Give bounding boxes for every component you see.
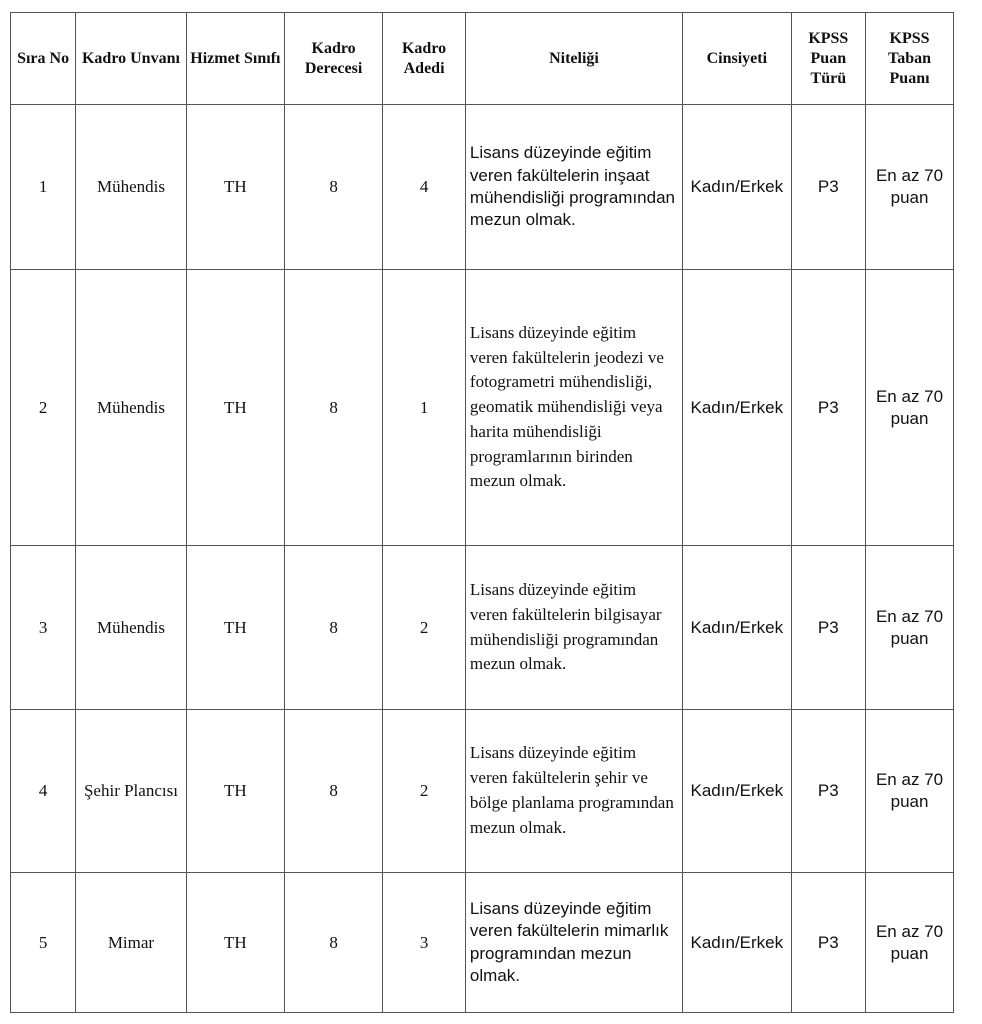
cell-cinsiyet: Kadın/Erkek — [683, 710, 792, 873]
cell-sira: 4 — [11, 710, 76, 873]
cell-puan-turu: P3 — [791, 270, 865, 546]
cell-nitelik: Lisans düzeyinde eğitim veren fakültelerin mimarlık programından mezun olmak. — [465, 873, 682, 1013]
cell-cinsiyet: Kadın/Erkek — [683, 546, 792, 710]
cell-adet: 2 — [383, 546, 466, 710]
cell-puan-turu: P3 — [791, 105, 865, 270]
cell-sira: 1 — [11, 105, 76, 270]
cell-adet: 4 — [383, 105, 466, 270]
staff-positions-table — [10, 12, 954, 1013]
table-row — [11, 546, 954, 710]
cell-puan-turu: P3 — [791, 546, 865, 710]
cell-sinif: TH — [186, 710, 284, 873]
cell-derece: 8 — [284, 873, 382, 1013]
header-kadro-derecesi: Kadro Derecesi — [284, 13, 382, 105]
cell-derece: 8 — [284, 270, 382, 546]
table-row — [11, 105, 954, 270]
header-kpss-taban-puani: KPSS Taban Puanı — [866, 13, 954, 105]
cell-nitelik: Lisans düzeyinde eğitim veren fakültelerin inşaat mühendisliği programından mezun olmak. — [465, 105, 682, 270]
cell-taban-puan: En az 70 puan — [866, 270, 954, 546]
header-sira-no: Sıra No — [11, 13, 76, 105]
cell-unvan: Mühendis — [76, 270, 187, 546]
cell-unvan: Mühendis — [76, 105, 187, 270]
cell-adet: 2 — [383, 710, 466, 873]
cell-unvan: Şehir Plancısı — [76, 710, 187, 873]
cell-puan-turu: P3 — [791, 710, 865, 873]
header-kadro-adedi: Kadro Adedi — [383, 13, 466, 105]
cell-cinsiyet: Kadın/Erkek — [683, 270, 792, 546]
cell-cinsiyet: Kadın/Erkek — [683, 873, 792, 1013]
header-cinsiyeti: Cinsiyeti — [683, 13, 792, 105]
header-kadro-unvani: Kadro Unvanı — [76, 13, 187, 105]
cell-unvan: Mimar — [76, 873, 187, 1013]
header-hizmet-sinifi: Hizmet Sınıfı — [186, 13, 284, 105]
cell-sinif: TH — [186, 105, 284, 270]
cell-nitelik: Lisans düzeyinde eğitim veren fakültelerin bilgisayar mühendisliği programından mezun olmak. — [465, 546, 682, 710]
cell-taban-puan: En az 70 puan — [866, 710, 954, 873]
cell-derece: 8 — [284, 710, 382, 873]
cell-cinsiyet: Kadın/Erkek — [683, 105, 792, 270]
cell-taban-puan: En az 70 puan — [866, 546, 954, 710]
cell-nitelik: Lisans düzeyinde eğitim veren fakültelerin jeodezi ve fotogrametri mühendisliği, geomatik mühendisliği veya harita mühendisliği programlarının birinden mezun olmak. — [465, 270, 682, 546]
cell-puan-turu: P3 — [791, 873, 865, 1013]
header-row — [11, 13, 954, 105]
cell-sinif: TH — [186, 873, 284, 1013]
header-kpss-puan-turu: KPSS Puan Türü — [791, 13, 865, 105]
cell-unvan: Mühendis — [76, 546, 187, 710]
cell-adet: 1 — [383, 270, 466, 546]
cell-nitelik: Lisans düzeyinde eğitim veren fakültelerin şehir ve bölge planlama programından mezun olmak. — [465, 710, 682, 873]
cell-adet: 3 — [383, 873, 466, 1013]
table-row — [11, 710, 954, 873]
cell-sira: 5 — [11, 873, 76, 1013]
cell-taban-puan: En az 70 puan — [866, 873, 954, 1013]
table-row — [11, 873, 954, 1013]
cell-sinif: TH — [186, 270, 284, 546]
header-niteligi: Niteliği — [465, 13, 682, 105]
table-row — [11, 270, 954, 546]
cell-sinif: TH — [186, 546, 284, 710]
cell-sira: 3 — [11, 546, 76, 710]
cell-derece: 8 — [284, 105, 382, 270]
cell-sira: 2 — [11, 270, 76, 546]
cell-derece: 8 — [284, 546, 382, 710]
cell-taban-puan: En az 70 puan — [866, 105, 954, 270]
